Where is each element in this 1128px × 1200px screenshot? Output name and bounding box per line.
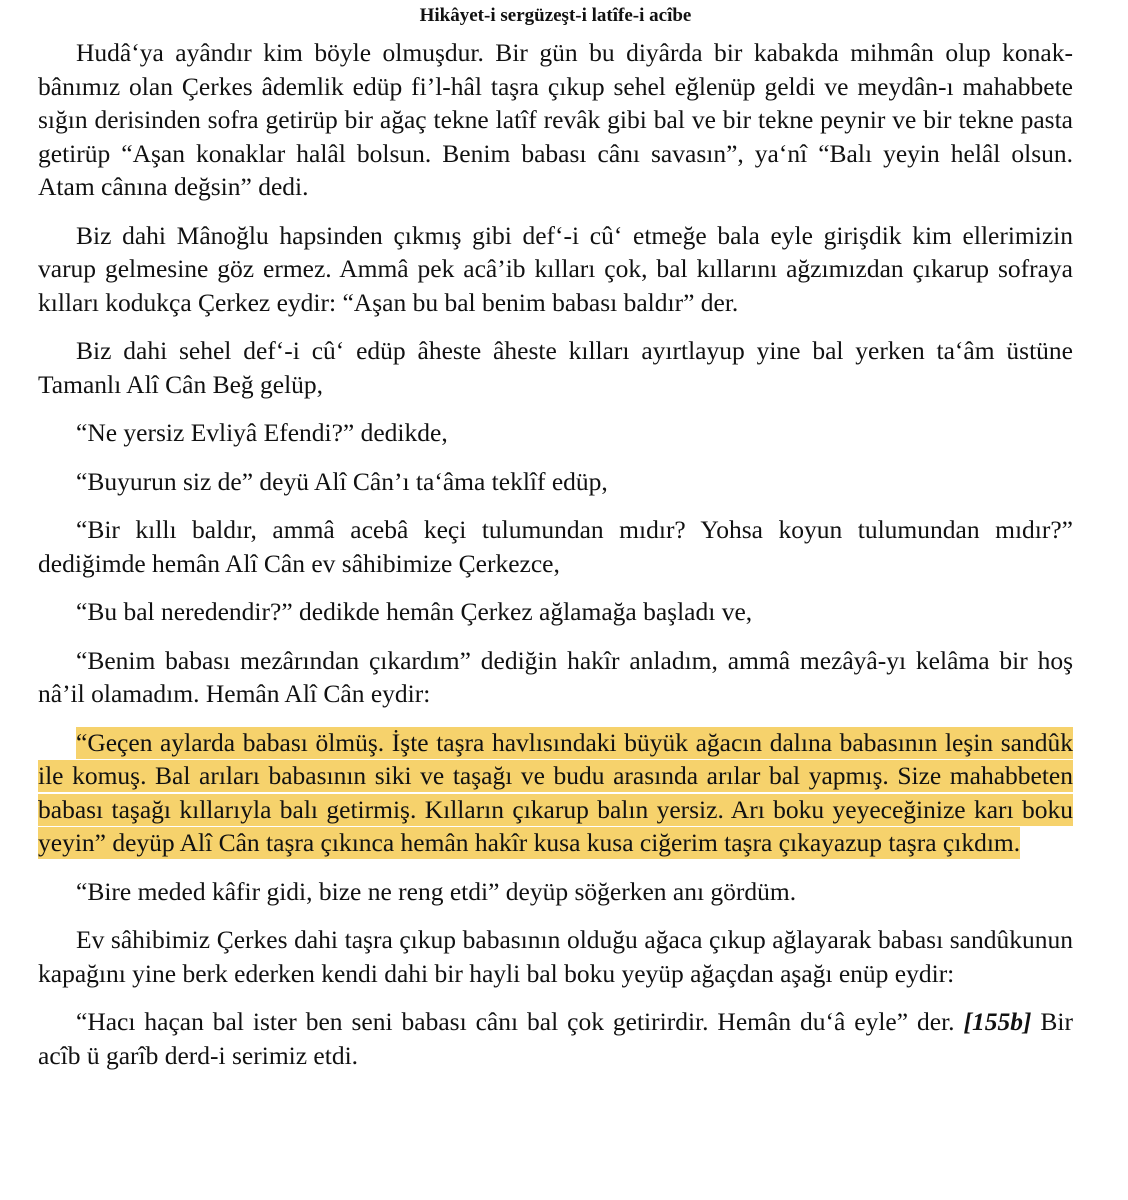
paragraph: “Buyurun siz de” deyü Alî Cân’ı ta‘âma teklîf edüp, [76, 466, 608, 496]
paragraph: Biz dahi Mânoğlu hapsinden çıkmış gibi def‘-i cû‘ etmeğe bala eyle girişdik kim ellerimizin varup gelmesine göz ermez. Ammâ pek acâ’ib kılları çok, bal kıllarını ağzımızdan çıkarup sofraya kılları kodukça Çerkez eydir: “Aşan bu bal benim babası baldır” der. [38, 220, 1073, 317]
section-title: Hikâyet-i sergüzeşt-i latîfe-i acîbe [419, 5, 692, 26]
paragraph: “Benim babası mezârından çıkardım” dediğin hakîr anladım, ammâ mezâyâ-yı kelâma bir hoş nâ’il olamadım. Hemân Alî Cân eydir: [38, 645, 1073, 708]
paragraph: “Bu bal neredendir?” dedikde hemân Çerkez ağlamağa başladı ve, [76, 597, 753, 626]
final-paragraph [38, 1005, 1073, 1072]
final-text-before-folio: “Hacı haçan bal ister ben seni babası cânı bal çok getirirdir. Hemân du‘â eyle” der. [76, 1007, 955, 1036]
paragraph: “Bire meded kâfir gidi, bize ne reng etdi” deyüp söğerken anı gördüm. [76, 876, 797, 906]
final-text-after-folio: Bir acîb ü garîb derd-i serimiz etdi. [38, 1007, 1074, 1070]
paragraph: Hudâ‘ya ayândır kim böyle olmuşdur. Bir gün bu diyârda bir kabakda mihmân olup konak-bânımız olan Çerkes âdemlik edüp fi’l-hâl taşra çıkup sehel eğlenüp geldi ve meydân-ı mahabbete sığın derisinden sofra getirüp bir ağaç tekne latîf revâk gibi bal ve bir tekne peynir ve bir tekne pasta getirüp “Aşan konaklar halâl bolsun. Benim babası cânı savasın”, ya‘nî “Balı yeyin helâl olsun. Atam cânına değsin” dedi. [38, 38, 1073, 201]
highlighted-text: “Geçen aylarda babası ölmüş. İşte taşra havlısındaki büyük ağacın dalına babasının leşin sandûk ile komuş. Bal arıları babasının siki ve taşağı ve budu arasında arılar bal yapmış. Size mahabbeten babası taşağı kıllarıyla balı getirmiş. Kılların çıkarup balın yersiz. Arı boku yeyeceğinize karı boku yeyin” deyüp Alî Cân taşra çıkınca hemân hakîr kusa kusa ciğerim taşra çıkayazup taşra çıkdım. [38, 727, 1073, 857]
paragraph: “Ne yersiz Evliyâ Efendi?” dedikde, [76, 418, 448, 447]
highlighted-paragraph [38, 726, 1073, 860]
paragraph: Ev sâhibimiz Çerkes dahi taşra çıkup babasının olduğu ağaca çıkup ağlayarak babası sandûkunun kapağını yine berk ederken kendi dahi bir hayli bal boku yeyüp ağaçdan aşağı enüp eydir: [38, 925, 1073, 988]
folio-marker: [155b] [963, 1007, 1032, 1036]
paragraph: Biz dahi sehel def‘-i cû‘ edüp âheste âheste kılları ayırtlayup yine bal yerken ta‘âm üstüne Tamanlı Alî Cân Beğ gelüp, [38, 336, 1073, 399]
document-page [38, 0, 1073, 1072]
paragraph: “Bir kıllı baldır, ammâ acebâ keçi tulumundan mıdır? Yohsa koyun tulumundan mıdır?” dediğimde hemân Alî Cân ev sâhibimize Çerkezce, [38, 515, 1073, 578]
